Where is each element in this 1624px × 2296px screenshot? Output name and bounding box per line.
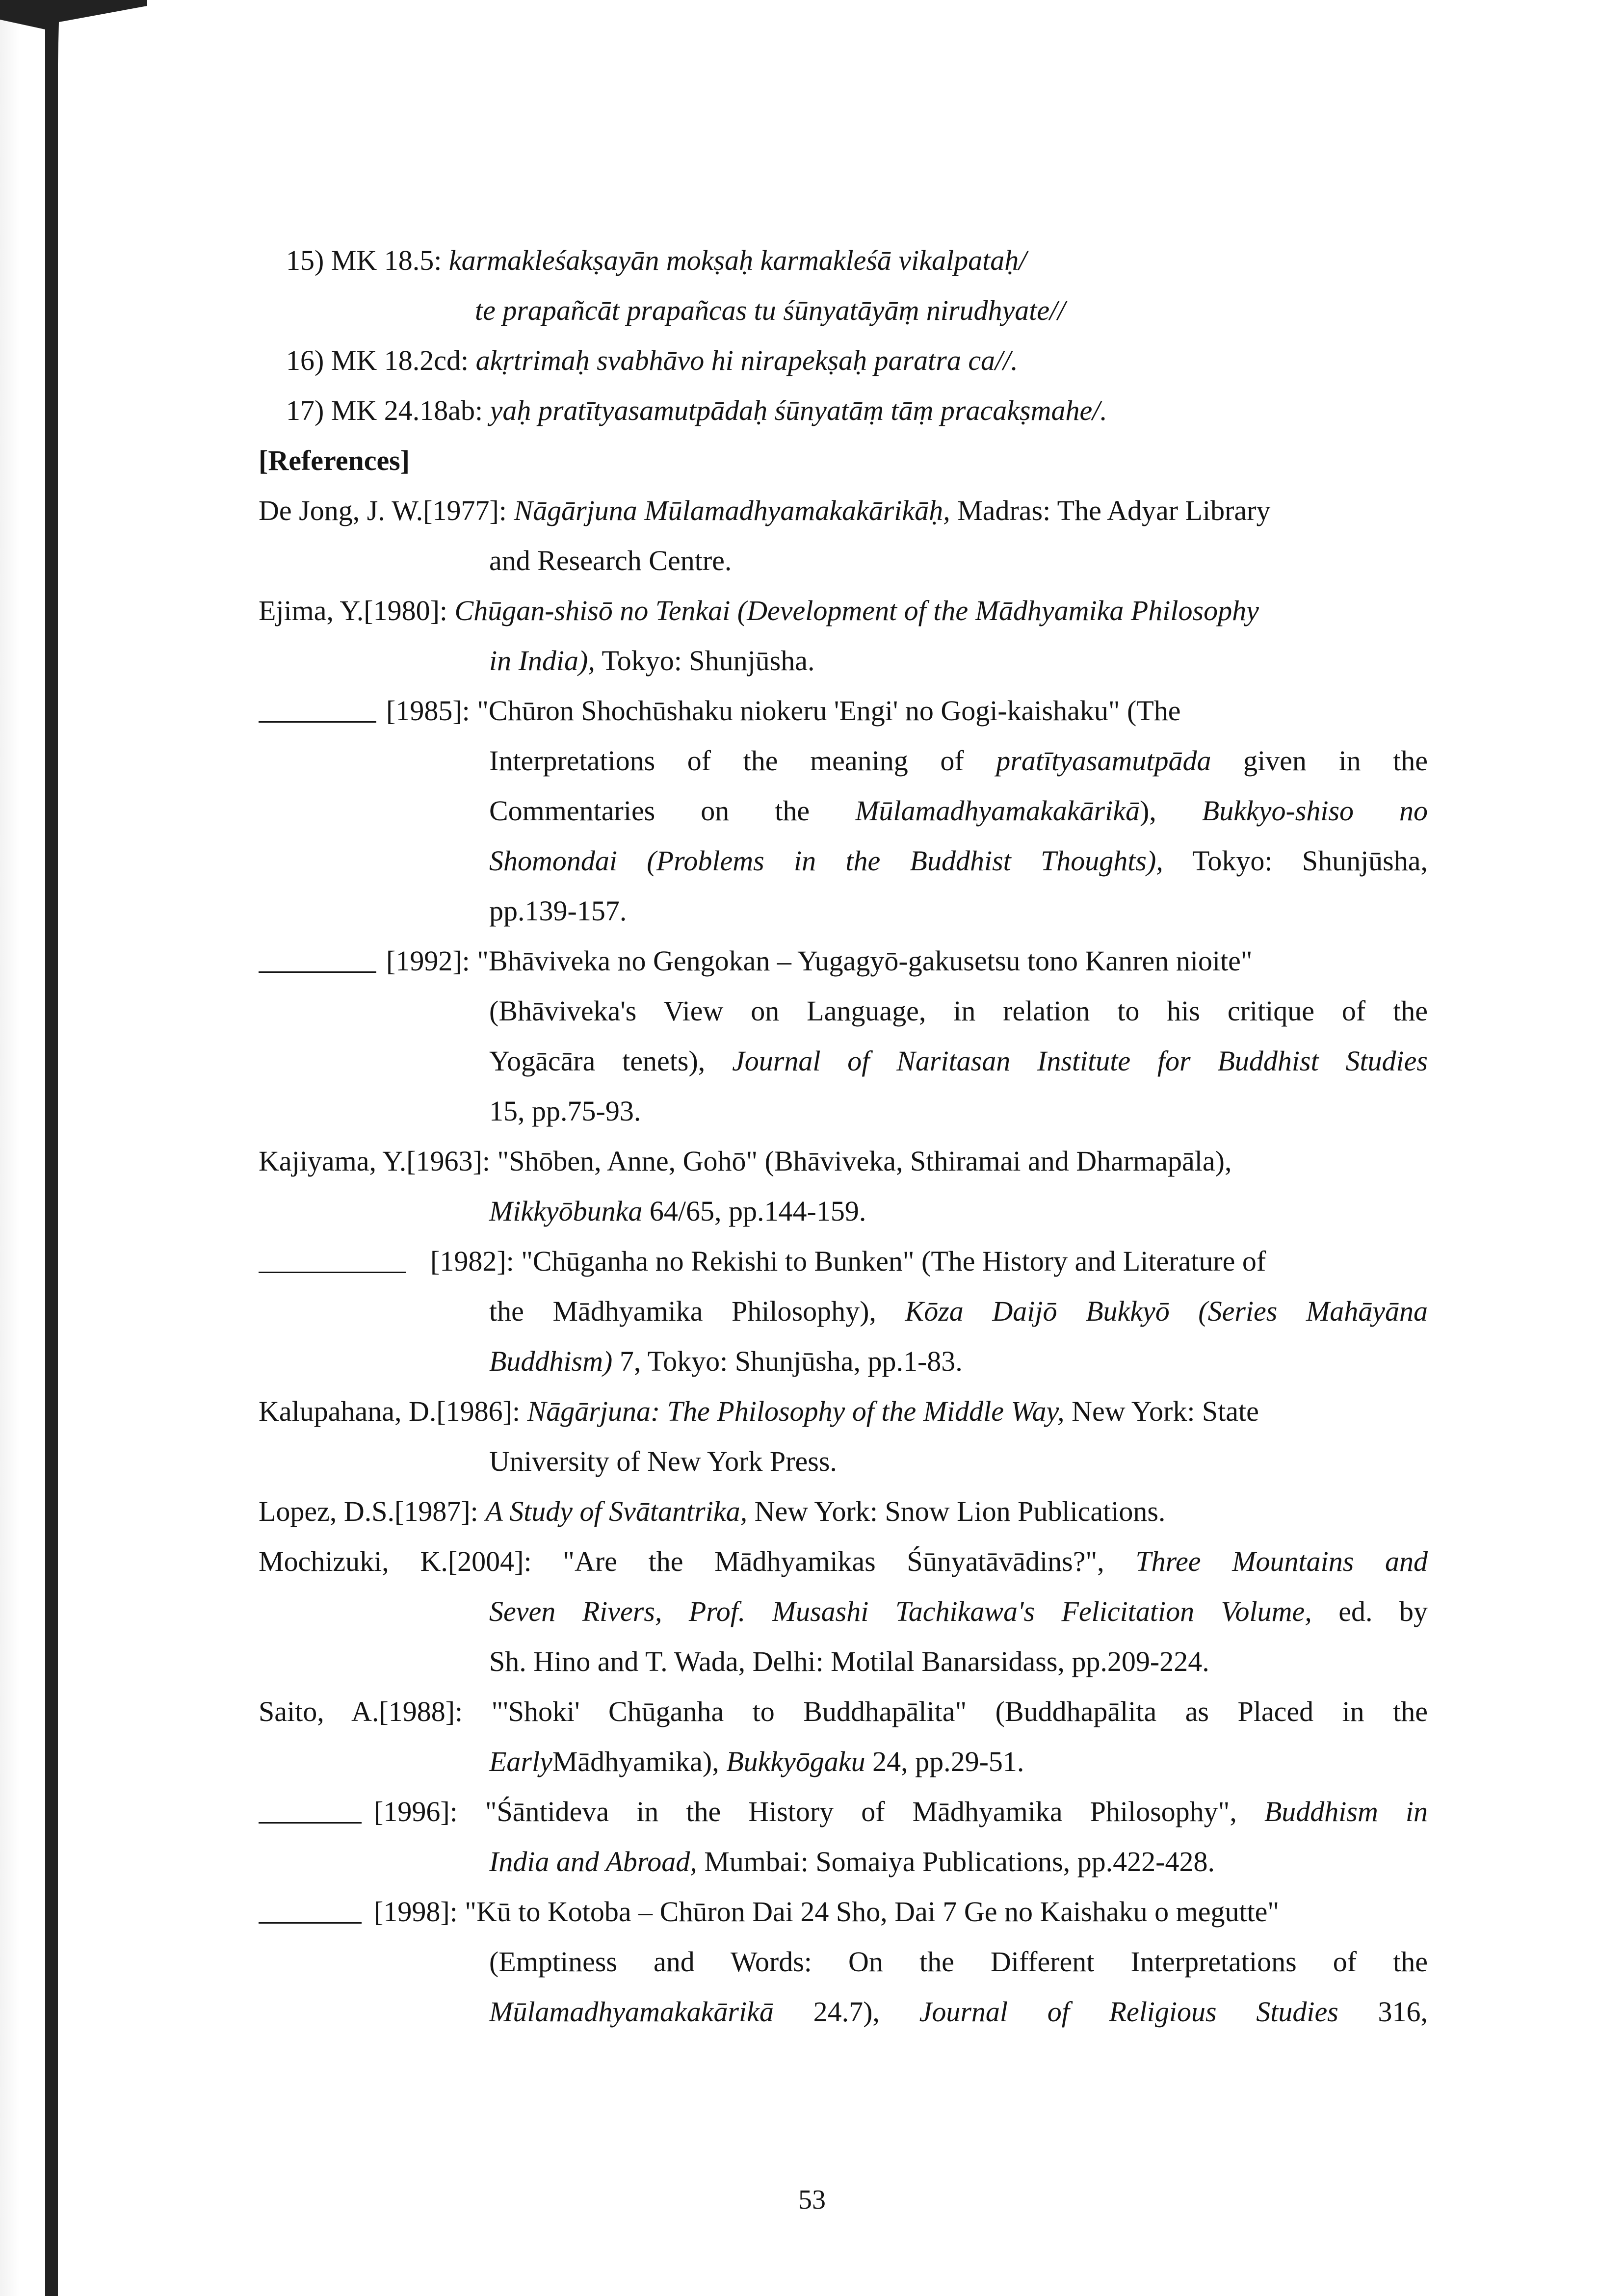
reference-saito-1996: [1996]: "Śāntideva in the History of Mādhyamika Philosophy", Buddhism in — [374, 1796, 1428, 1827]
reference-ejima-1992-cont: Yogācāra tenets), Journal of Naritasan Institute for Buddhist Studies — [489, 1045, 1428, 1077]
reference-saito-1988-cont: EarlyMādhyamika), Bukkyōgaku 24, pp.29-51. — [489, 1746, 1024, 1777]
reference-saito-1998-cont: Mūlamadhyamakakārikā 24.7), Journal of Religious Studies 316, — [489, 1996, 1428, 2028]
binding-mark — [0, 0, 147, 64]
reference-mochizuki: Mochizuki, K.[2004]: "Are the Mādhyamikas Śūnyatāvādins?", Three Mountains and — [259, 1545, 1428, 1577]
ditto-rule — [259, 1272, 406, 1273]
reference-kajiyama-1982-cont: the Mādhyamika Philosophy), Kōza Daijō Bukkyō (Series Mahāyāna — [489, 1295, 1428, 1327]
reference-ejima-1985-cont: Interpretations of the meaning of pratītyasamutpāda given in the — [489, 745, 1428, 777]
binding-line — [45, 20, 58, 2296]
ditto-rule — [259, 721, 376, 723]
reference-lopez: Lopez, D.S.[1987]: A Study of Svātantrika, New York: Snow Lion Publications. — [259, 1495, 1166, 1527]
reference-mochizuki-cont: Seven Rivers, Prof. Musashi Tachikawa's Felicitation Volume, ed. by — [489, 1595, 1428, 1627]
ditto-rule — [259, 1822, 362, 1824]
reference-ejima-1980: Ejima, Y.[1980]: Chūgan-shisō no Tenkai (Development of the Mādhyamika Philosophy — [259, 595, 1259, 626]
reference-ejima-1992: [1992]: "Bhāviveka no Gengokan – Yugagyō-gakusetsu tono Kanren nioite" — [386, 945, 1253, 977]
reference-saito-1998-cont: (Emptiness and Words: On the Different Interpretations of the — [489, 1946, 1428, 1978]
references-heading: [References] — [259, 444, 410, 476]
reference-kalupahana: Kalupahana, D.[1986]: Nāgārjuna: The Philosophy of the Middle Way, New York: State — [259, 1395, 1259, 1427]
reference-ejima-1992-cont: (Bhāviveka's View on Language, in relation to his critique of the — [489, 995, 1428, 1027]
page-number: 53 — [798, 2185, 826, 2215]
note-16: 16) MK 18.2cd: akṛtrimaḥ svabhāvo hi nirapekṣaḥ paratra ca//. — [286, 344, 1018, 376]
reference-mochizuki-cont: Sh. Hino and T. Wada, Delhi: Motilal Banarsidass, pp.209-224. — [489, 1645, 1209, 1677]
reference-ejima-1985-cont: Shomondai (Problems in the Buddhist Thoughts), Tokyo: Shunjūsha, — [489, 845, 1428, 877]
reference-ejima-1985-cont: pp.139-157. — [489, 895, 627, 927]
note-15-cont: te prapañcāt prapañcas tu śūnyatāyāṃ nirudhyate// — [475, 294, 1066, 326]
note-17: 17) MK 24.18ab: yaḥ pratītyasamutpādaḥ śūnyatāṃ tāṃ pracakṣmahe/. — [286, 394, 1107, 426]
reference-ejima-1985: [1985]: "Chūron Shochūshaku niokeru 'Engi' no Gogi-kaishaku" (The — [386, 695, 1181, 727]
reference-kajiyama-1982-cont: Buddhism) 7, Tokyo: Shunjūsha, pp.1-83. — [489, 1345, 963, 1377]
reference-kalupahana-cont: University of New York Press. — [489, 1445, 837, 1477]
ditto-rule — [259, 971, 376, 973]
reference-saito-1988: Saito, A.[1988]: "'Shoki' Chūganha to Buddhapālita" (Buddhapālita as Placed in the — [259, 1696, 1428, 1727]
reference-saito-1996-cont: India and Abroad, Mumbai: Somaiya Publications, pp.422-428. — [489, 1846, 1215, 1878]
reference-dejong: De Jong, J. W.[1977]: Nāgārjuna Mūlamadhyamakakārikāḥ, Madras: The Adyar Library — [259, 495, 1271, 526]
scan-edge — [0, 0, 74, 2296]
note-15: 15) MK 18.5: karmakleśakṣayān mokṣaḥ karmakleśā vikalpataḥ/ — [286, 244, 1027, 276]
reference-kajiyama-1963-cont: Mikkyōbunka 64/65, pp.144-159. — [489, 1195, 866, 1227]
ditto-rule — [259, 1922, 362, 1924]
reference-kajiyama-1963: Kajiyama, Y.[1963]: "Shōben, Anne, Gohō" (Bhāviveka, Sthiramai and Dharmapāla), — [259, 1145, 1232, 1177]
reference-ejima-1980-cont: in India), Tokyo: Shunjūsha. — [489, 645, 815, 677]
reference-dejong-cont: and Research Centre. — [489, 545, 732, 576]
reference-saito-1998: [1998]: "Kū to Kotoba – Chūron Dai 24 Sho, Dai 7 Ge no Kaishaku o megutte" — [374, 1896, 1280, 1928]
reference-ejima-1992-cont: 15, pp.75-93. — [489, 1095, 641, 1127]
reference-kajiyama-1982: [1982]: "Chūganha no Rekishi to Bunken" (The History and Literature of — [430, 1245, 1266, 1277]
reference-ejima-1985-cont: Commentaries on the Mūlamadhyamakakārikā), Bukkyo-shiso no — [489, 795, 1428, 827]
